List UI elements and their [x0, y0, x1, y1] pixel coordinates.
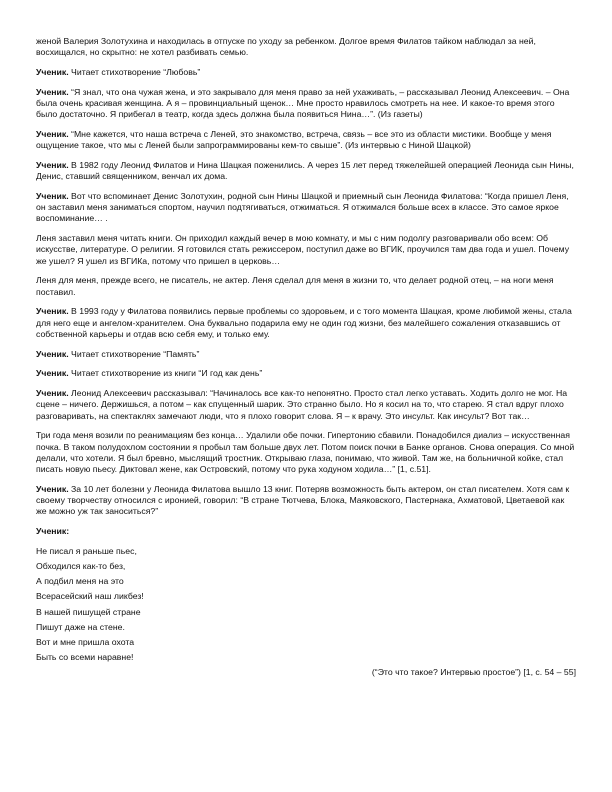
paragraph-books: [36, 233, 576, 267]
paragraph-quote-shatskaya: [36, 129, 576, 151]
paragraph-student-year: [36, 368, 576, 379]
speaker-label: Ученик.: [36, 160, 69, 170]
poem: [36, 546, 576, 664]
speaker-label: Ученик.: [36, 129, 69, 139]
paragraph-text: В 1982 году Леонид Филатов и Нина Шацкая поженились. А через 15 лет перед тяжелейшей операцией Леонида сын Нины, Денис, ставший священником, венчал их дома.: [36, 160, 574, 182]
paragraph-books-written: [36, 484, 576, 518]
speaker-label: Ученик.: [36, 368, 69, 379]
paragraph-text: Читает стихотворение “Любовь”: [68, 67, 201, 77]
paragraph-denis-memory: [36, 191, 576, 225]
speaker-label: Ученик.: [36, 483, 69, 494]
paragraph-text: “Мне кажется, что наша встреча с Леней, это знакомство, встреча, связь – все это из области мистики. Вообще у меня ощущение такое, что мы с Леней были запрограммированы кем-то свыше”. (Из интервью с Ниной Шацкой): [36, 129, 552, 151]
paragraph-text: женой Валерия Золотухина и находилась в отпуске по уходу за ребенком. Долгое время Филатов тайком наблюдал за ней, восхищался, но скрытно: не хотел разбивать семью.: [36, 36, 536, 58]
speaker-label: Ученик.: [36, 388, 69, 399]
paragraph-text: За 10 лет болезни у Леонида Филатова вышло 13 книг. Потеряв возможность быть актером, он стал писателем. Хотя сам к своему творчеству относился с иронией, говорил: “В стране Тютчева, Блока, Маяковского, Пастернака, Ахматовой, Цветаевой как же можно уж так заноситься?”: [36, 483, 570, 517]
paragraph-student-love: [36, 67, 576, 78]
poem-line: Всерасейский наш ликбез!: [36, 591, 144, 602]
speaker-label: Ученик.: [36, 306, 69, 317]
speaker-label: Ученик.: [36, 191, 69, 201]
document-page: [36, 36, 576, 679]
paragraph-text: Читает стихотворение “Память”: [68, 348, 200, 359]
paragraph-text: Читает стихотворение из книги “И год как день”: [68, 368, 263, 379]
paragraph-text: Вот что вспоминает Денис Золотухин, родной сын Нины Шацкой и приемный сын Леонида Филатова: “Когда пришел Леня, он заставил меня заниматься спортом, научил подтягиваться, отжиматься. Я отжимался больше всех в классе. Это самое яркое воспоминание… .: [36, 191, 569, 224]
paragraph-father: [36, 275, 576, 297]
speaker-label: Ученик.: [36, 86, 69, 97]
paragraph-illness: [36, 388, 576, 422]
speaker-label: Ученик.: [36, 67, 69, 77]
paragraph-health: [36, 306, 576, 340]
poem-line: Вот и мне пришла охота: [36, 637, 135, 648]
paragraph-text: В 1993 году у Филатова появились первые проблемы со здоровьем, и с того момента Шацкая, кроме любимой жены, стала для него еще и ангелом-хранителем. Она буквально подарила ему не один год жизни, без малейшего сожаления отказавшись от собственной карьеры и отдав всю себя ему, и только ему.: [36, 306, 572, 339]
paragraph-text: Три года меня возили по реанимациям без конца… Удалили обе почки. Гипертонию сбавили. Понадобился диализ – искусственная почка. В таком полудохлом состоянии я пробыл там больше двух лет. Потом поиск почки в Банке органов. Снова операция. Со мной делали, что хотели. Я был бревно, мыслящий тростник. Открываю глаза, понимаю, что живой. Там же, на больничной койке, стал писать новую пьесу. Диктовал жене, как Островский, потому что рука ходуном ходила…” [1, с.51].: [36, 430, 575, 475]
paragraph-quote-filatov: [36, 87, 576, 121]
paragraph-text: Леонид Алексеевич рассказывал: “Начиналось все как-то непонятно. Просто стал легко уставать. Ходить долго не мог. На сцене – ничего. Держишься, а потом – как спущенный шарик. Это странно было. Но я косил на то, что старею. Я стал вдруг плохо разговаривать, на спектаклях замечают люди, что я плохо говорит слова. Я – к врачу. Это инсульт. Как инсульт? Вот так…: [36, 388, 568, 421]
paragraph-reanimation: [36, 430, 576, 475]
paragraph-continuation: [36, 36, 576, 58]
paragraph-text: Леня для меня, прежде всего, не писатель, не актер. Леня сделал для меня в жизни то, что делает родной отец, – на ноги меня поставил.: [36, 275, 554, 297]
poem-line: Не писал я раньше пьес,: [36, 545, 137, 556]
poem-line: Обходился как-то без,: [36, 561, 126, 572]
speaker-label: Ученик:: [36, 526, 70, 537]
paragraph-marriage: [36, 160, 576, 182]
paragraph-student-memory: [36, 349, 576, 360]
speaker-label: Ученик.: [36, 348, 69, 359]
poem-line: Пишут даже на стене.: [36, 621, 125, 632]
paragraph-text: “Я знал, что она чужая жена, и это закрывало для меня право за ней ухаживать, – рассказывал Леонид Алексеевич. – Она была очень красивая женщина. А я – провинциальный щенок… Мне просто нравилось смотреть на нее. И какое-то время этого было достаточно. Я прибегал в театр, когда здесь должна была появиться Нина…”. (Из газеты): [36, 86, 570, 120]
poem-line: В нашей пишущей стране: [36, 606, 141, 617]
paragraph-student-poem-intro: [36, 526, 576, 537]
poem-line: Быть со всеми наравне!: [36, 652, 134, 663]
poem-line: А подбил меня на это: [36, 576, 124, 587]
paragraph-text: Леня заставил меня читать книги. Он приходил каждый вечер в мою комнату, и мы с ним подолгу разговаривали обо всем: Об искусстве, литературе. О религии. Я готовился стать режиссером, поступил даже во ВГИК, проучился там два года и ушел. Почему же ушел? Я ушел из ВГИКа, потому что пришел в церковь…: [36, 233, 570, 266]
source-citation: (“Это что такое? Интервью простое”) [1, с. 54 – 55]: [371, 667, 576, 678]
